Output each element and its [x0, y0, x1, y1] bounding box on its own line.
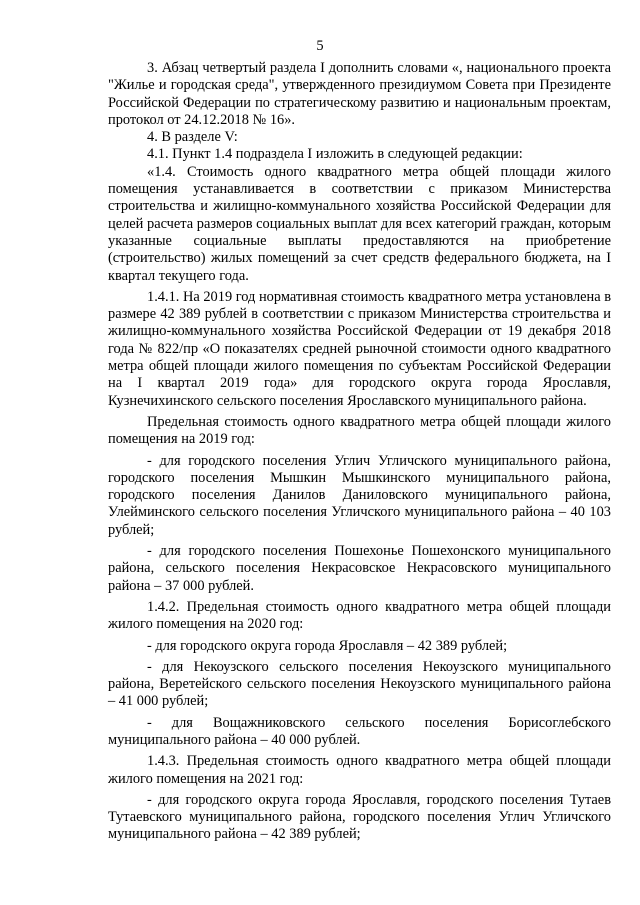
paragraph-item-1-4-1: 1.4.1. На 2019 год нормативная стоимость квадратного метра установлена в размере 42 389 рублей в соответствии с приказом Министерства строительства и жилищно-коммунального хозяйства Российской Федерации от 19 декабря 2018 года № 822/пр «О показателях средней рыночной стоимости одного квадратного метра общей площади жилого помещения по субъектам Российской Федерации на I квартал 2019 года» для городского округа города Ярославля, Кузнечихинского сельского поселения Ярославского муниципального района.: [108, 288, 612, 409]
paragraph-item-4-1: 4.1. Пункт 1.4 подраздела I изложить в следующей редакции:: [147, 146, 523, 163]
paragraph-limit-2019-group-2: - для городского поселения Пошехонье Пошехонского муниципального района, сельского поселения Некрасовское Некрасовского муниципального района – 37 000 рублей.: [108, 543, 611, 594]
paragraph-section-5-heading: 4. В разделе V:: [147, 129, 238, 146]
document-body: [108, 60, 611, 844]
paragraph-item-1-4: «1.4. Стоимость одного квадратного метра общей площади жилого помещения устанавливается в соответствии с приказом Министерства строительства и жилищно-коммунального хозяйства Российской Федерации для целей расчета размеров социальных выплат для всех категорий граждан, которым указанные социальные выплаты предоставляются на приобретение (строительство) жилых помещений за счет средств федерального бюджета, на I квартал текущего года.: [108, 163, 611, 284]
paragraph-limit-2020-yaroslavl: - для городского округа города Ярославля – 42 389 рублей;: [147, 637, 508, 654]
paragraph-limit-2019-group-1: - для городского поселения Углич Угличского муниципального района, городского поселения Мышкин Мышкинского муниципального района, городского поселения Данилов Даниловского муниципального района, Улейминского сельского поселения Угличского муниципального района – 40 103 рублей;: [108, 452, 611, 538]
paragraph-limit-2020-nekouz: - для Некоузского сельского поселения Некоузского муниципального района, Веретейского сельского поселения Некоузского муниципального района – 41 000 рублей;: [108, 658, 611, 710]
paragraph-item-1-4-3: 1.4.3. Предельная стоимость одного квадратного метра общей площади жилого помещения на 2021 год:: [108, 753, 611, 787]
paragraph-limit-2019-intro: Предельная стоимость одного квадратного метра общей площади жилого помещения на 2019 год:: [108, 413, 611, 448]
page-number: 5: [316, 38, 324, 54]
paragraph-limit-2020-voshchazhnikovo: - для Вощажниковского сельского поселения Борисоглебского муниципального района – 40 000 рублей.: [108, 714, 611, 748]
paragraph-limit-2021-group-1: - для городского округа города Ярославля, городского поселения Тутаев Тутаевского муниципального района, городского поселения Углич Угличского муниципального района – 42 389 рублей;: [108, 791, 611, 843]
paragraph-section-1-amendment: 3. Абзац четвертый раздела I дополнить словами «, национального проекта "Жилье и городская среда", утвержденного президиумом Совета при Президенте Российской Федерации по стратегическому развитию и национальным проектам, протокол от 24.12.2018 № 16».: [108, 60, 611, 128]
paragraph-item-1-4-2: 1.4.2. Предельная стоимость одного квадратного метра общей площади жилого помещения на 2020 год:: [108, 598, 611, 633]
